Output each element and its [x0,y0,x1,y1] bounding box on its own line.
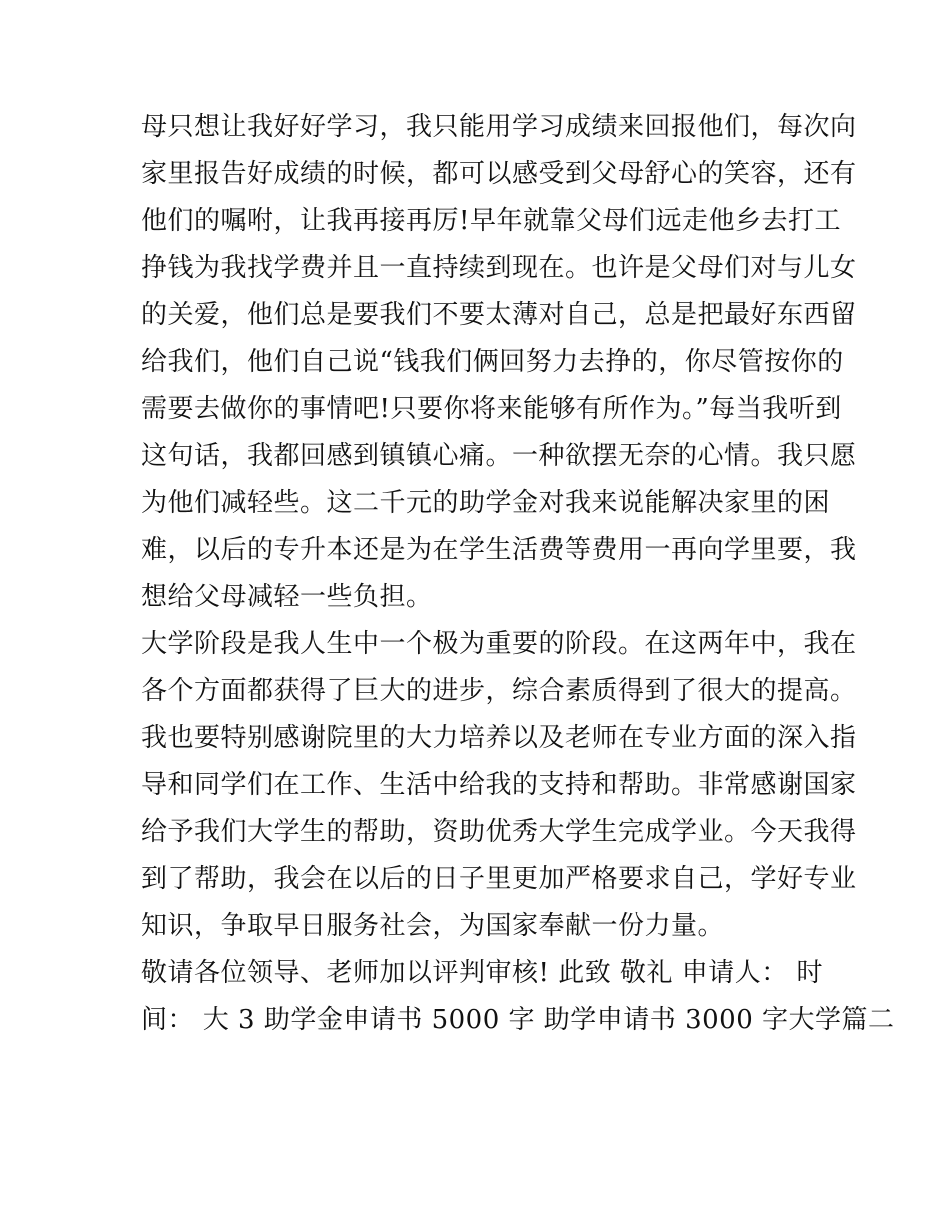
text-line: 知识，争取早日服务社会，为国家奉献一份力量。 [141,911,725,941]
text-line: 间： 大 3 助学金申请书 5000 字 助学申请书 3000 字大学篇二 [141,1005,895,1035]
text-line: 大学阶段是我人生中一个极为重要的阶段。在这两年中，我在 [141,629,857,659]
text-line: 到了帮助，我会在以后的日子里更加严格要求自己，学好专业 [141,864,857,894]
text-line: 导和同学们在工作、生活中给我的支持和帮助。非常感谢国家 [141,770,857,800]
text-line: 各个方面都获得了巨大的进步，综合素质得到了很大的提高。 [141,676,857,706]
text-line: 为他们减轻些。这二千元的助学金对我来说能解决家里的困 [141,488,831,518]
text-line: 我也要特别感谢院里的大力培养以及老师在专业方面的深入指 [141,723,857,753]
text-line: 家里报告好成绩的时候，都可以感受到父母舒心的笑容，还有 [141,159,857,189]
text-line: 的关爱，他们总是要我们不要太薄对自己，总是把最好东西留 [141,300,857,330]
text-line: 给我们，他们自己说“钱我们俩回努力去挣的，你尽管按你的 [141,347,844,377]
text-line: 挣钱为我找学费并且一直持续到现在。也许是父母们对与儿女 [141,253,857,283]
text-line: 他们的嘱咐，让我再接再厉!早年就靠父母们远走他乡去打工 [141,206,841,236]
text-line: 难，以后的专升本还是为在学生活费等费用一再向学里要，我 [141,535,857,565]
text-line: 这句话，我都回感到镇镇心痛。一种欲摆无奈的心情。我只愿 [141,441,857,471]
text-line: 想给父母减轻一些负担。 [141,582,433,612]
body-text [141,104,895,1044]
text-line: 给予我们大学生的帮助，资助优秀大学生完成学业。今天我得 [141,817,857,847]
text-line: 敬请各位领导、老师加以评判审核! 此致 敬礼 申请人： 时 [141,958,824,988]
text-line: 需要去做你的事情吧!只要你将来能够有所作为。”每当我听到 [141,394,842,424]
text-line: 母只想让我好好学习，我只能用学习成绩来回报他们，每次向 [141,112,857,142]
